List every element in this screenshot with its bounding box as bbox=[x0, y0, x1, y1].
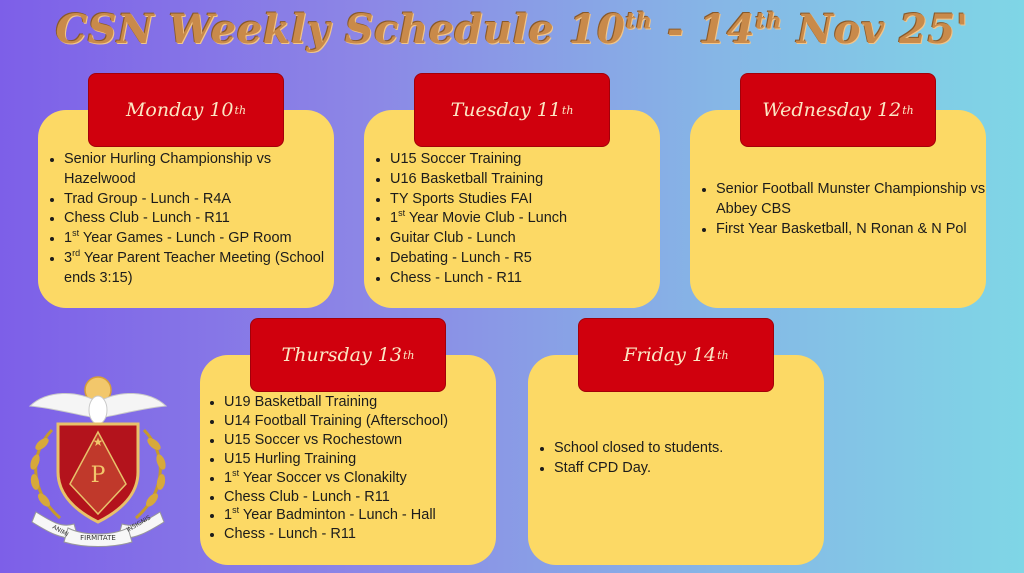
school-crest-logo bbox=[22, 372, 174, 548]
schedule-item: • Senior Hurling Championship vs Hazelwood bbox=[64, 150, 334, 190]
friday-header: Friday 14 th bbox=[578, 318, 774, 392]
svg-text:P: P bbox=[90, 463, 106, 488]
schedule-item: • U14 Football Training (Afterschool) bbox=[224, 412, 514, 431]
tuesday-header: Tuesday 11 th bbox=[414, 73, 610, 147]
schedule-item: • Trad Group - Lunch - R4A bbox=[64, 190, 334, 210]
crest-motto-right: INSIGNIS bbox=[125, 514, 153, 534]
thursday-header: Thursday 13 th bbox=[250, 318, 446, 392]
schedule-item: • Chess - Lunch - R11 bbox=[224, 525, 514, 544]
schedule-item: • U19 Basketball Training bbox=[224, 393, 514, 412]
svg-text:★: ★ bbox=[92, 435, 104, 449]
schedule-item: • U15 Soccer Training bbox=[390, 150, 660, 170]
page-title: CSN Weekly Schedule 10th - 14th Nov 25' bbox=[55, 6, 969, 53]
schedule-item: • 1st Year Soccer vs Clonakilty bbox=[224, 469, 514, 488]
schedule-item: • U15 Hurling Training bbox=[224, 450, 514, 469]
schedule-item: • Debating - Lunch - R5 bbox=[390, 249, 660, 269]
schedule-item: • 1st Year Badminton - Lunch - Hall bbox=[224, 506, 514, 525]
schedule-item: • Staff CPD Day. bbox=[554, 459, 834, 479]
schedule-item: • 1st Year Movie Club - Lunch bbox=[390, 209, 660, 229]
crest-motto-bottom: FIRMITATE bbox=[80, 534, 116, 542]
monday-list bbox=[42, 150, 334, 289]
wednesday-header: Wednesday 12 th bbox=[740, 73, 936, 147]
crest-motto-left: ANIMI bbox=[51, 523, 70, 539]
schedule-item: • School closed to students. bbox=[554, 439, 834, 459]
monday-header: Monday 10 th bbox=[88, 73, 284, 147]
schedule-item: • U15 Soccer vs Rochestown bbox=[224, 431, 514, 450]
schedule-item: • 1st Year Games - Lunch - GP Room bbox=[64, 229, 334, 249]
schedule-item: • First Year Basketball, N Ronan & N Pol bbox=[716, 220, 1006, 240]
schedule-item: • Guitar Club - Lunch bbox=[390, 229, 660, 249]
schedule-item: • 3rd Year Parent Teacher Meeting (School ends 3:15) bbox=[64, 249, 334, 289]
schedule-item: • Senior Football Munster Championship vs Abbey CBS bbox=[716, 180, 1006, 220]
wednesday-list bbox=[694, 180, 1006, 239]
tuesday-list bbox=[368, 150, 660, 289]
friday-list bbox=[532, 439, 834, 479]
thursday-list bbox=[202, 393, 514, 544]
schedule-item: • Chess Club - Lunch - R11 bbox=[64, 209, 334, 229]
schedule-item: • TY Sports Studies FAI bbox=[390, 190, 660, 210]
schedule-item: • Chess Club - Lunch - R11 bbox=[224, 488, 514, 507]
schedule-item: • U16 Basketball Training bbox=[390, 170, 660, 190]
schedule-item: • Chess - Lunch - R11 bbox=[390, 269, 660, 289]
